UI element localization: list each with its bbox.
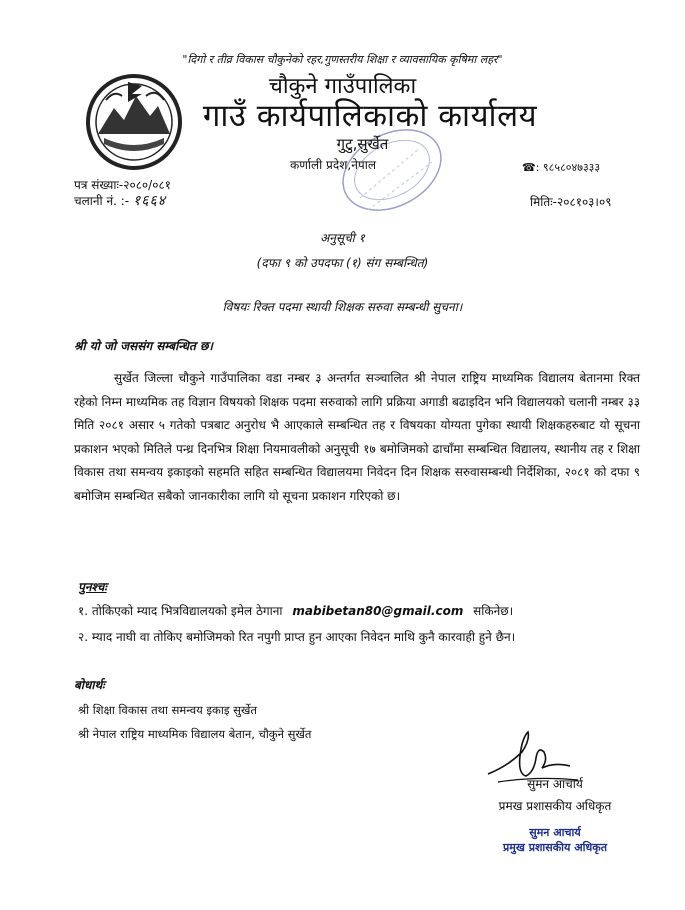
chalani-number: १६६४ xyxy=(132,193,167,209)
subject-line: विषयः रिक्त पदमा स्थायी शिक्षक सरुवा सम्बन्धी सुचना। xyxy=(222,300,463,314)
postscript-item-1 xyxy=(78,602,513,619)
school-email: mabibetan80@gmail.com xyxy=(292,604,464,618)
phone-number: ☎: ९८५८०४७३३३ xyxy=(522,161,601,174)
reference-block xyxy=(74,177,171,209)
office-address: गुटु,सुर्खेत xyxy=(336,135,389,153)
patra-sankhya: पत्र संख्याः-२०८०/०८१ xyxy=(74,178,171,192)
municipality-name: चौकुने गाउँपालिका xyxy=(268,74,417,99)
cc-item: श्री शिक्षा विकास तथा समन्वय इकाइ सुर्खेत xyxy=(78,703,257,717)
signatory-name: सुमन आचार्य xyxy=(527,777,583,791)
seal-name: सुमन आचार्य xyxy=(529,826,581,839)
postscript-item-1-end: सकिनेछ। xyxy=(473,604,514,618)
letter-date: मितिः-२०८१०३।०९ xyxy=(530,195,612,209)
chalani-line xyxy=(74,193,171,209)
seal-title: प्रमुख प्रशासकीय अधिकृत xyxy=(503,841,607,854)
salutation: श्री यो जो जससंग सम्बन्धित छ। xyxy=(74,339,213,353)
annex-title: अनुसूची १ xyxy=(320,231,365,245)
slogan: "दिगो र तीव्र विकास चौकुनेको रहर,गुणस्तरीय शिक्षा र व्यावसायिक कृषिमा लहर" xyxy=(182,53,503,66)
annex-subtitle: (दफा ९ को उपदफा (१) संग सम्बन्धित) xyxy=(256,256,429,270)
signatory-seal xyxy=(480,825,630,855)
office-name: गाउँ कार्यपालिकाको कार्यालय xyxy=(202,98,538,134)
body-paragraph: सुर्खेत जिल्ला चौकुने गाउँपालिका वडा नम्बर ३ अन्तर्गत सञ्चालित श्री नेपाल राष्ट्रिय माध्यमिक विद्यालय बेतानमा रिक्त रहेको निम्न माध्यमिक तह विज्ञान विषयको शिक्षक पदमा सरुवाको लागि प्रक्रिया अगाडी बढाइदिन भनि विद्यालयको चलानी नम्बर ३३ मिति २०८१ असार ५ गतेको पत्रबाट अनुरोध भै आएकाले सम्बन्धित तह र विषयका योग्यता पुगेका स्थायी शिक्षकहरुबाट यो सूचना प्रकाशन भएको मितिले पन्ध्र दिनभित्र शिक्षा नियमावलीको अनुसूची १७ बमोजिमको ढाचाँमा सम्बन्धित विद्यालय, स्थानीय तह र शिक्षा विकास तथा समन्वय इकाइको सहमति सहित सम्बन्धित विद्यालयमा निवेदन दिन शिक्षक सरुवासम्बन्धी निर्देशिका, २०८१ को दफा ९ बमोजिम सम्बन्धित सबैको जानकारीका लागि यो सूचना प्रकाशन गरिएको छ। xyxy=(74,371,640,503)
cc-title: बोधार्थः xyxy=(74,678,105,692)
postscript-item-1-text: १. तोकिएको म्याद भित्रविद्यालयको इमेल ठेगाना xyxy=(78,604,283,618)
province-name: कर्णाली प्रदेश,नेपाल xyxy=(290,158,376,172)
postscript-title: पुनश्चः xyxy=(78,580,107,594)
signatory-title: प्रमख प्रशासकीय अधिकृत xyxy=(498,799,612,813)
chalani-label: चलानी नं. :- xyxy=(74,194,130,208)
cc-item: श्री नेपाल राष्ट्रिय माध्यमिक विद्यालय बेतान, चौकुने सुर्खेत xyxy=(78,727,312,741)
postscript-item-2: २. म्याद नाघी वा तोकिए बमोजिमको रित नपुगी प्राप्त हुन आएका निवेदन माथि कुनै कारवाही हुने छैन। xyxy=(78,630,516,644)
annex-heading xyxy=(0,226,685,276)
